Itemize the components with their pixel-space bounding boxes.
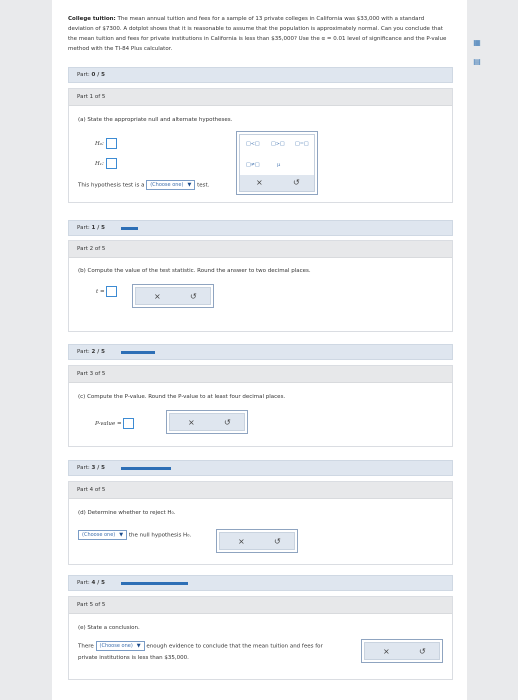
problem-statement [68,14,450,54]
part-value: 1 / 5 [91,225,105,231]
part2-action-box [132,284,214,308]
symbol-lt[interactable]: □<□ [246,141,260,147]
part-header-3 [68,344,453,360]
t-row [96,286,117,297]
select-label: (Choose one) [99,643,133,649]
part-value: 2 / 5 [91,349,105,355]
test-prefix: This hypothesis test is a [78,182,145,189]
symbol-mu[interactable]: μ [277,162,281,168]
p-value-label: P-value = [95,421,122,427]
part-progress-bar [121,351,155,354]
symbol-palette-inner [239,134,315,192]
part-value: 4 / 5 [91,580,105,586]
part-label: Part: [77,580,90,586]
problem-text: The mean annual tuition and fees for a sample of 13 private colleges in California was $33,000 with a standard deviation of $7300. A dotplot shows that it is reasonable to assume that the population is approximately normal. Can you conclude that the mean tuition and fees for private institutions in California is less than $35,000? Use the α = 0.01 level of significance and the P-value method with the TI-84 Plus calculator. [68,16,447,52]
clear-button[interactable]: × [256,178,263,187]
p-value-input[interactable] [123,418,134,429]
data-table-icon[interactable]: ▤ [473,57,481,66]
part-card-5 [68,596,453,680]
card-title: Part 4 of 5 [69,482,452,499]
part4-prompt: (d) Determine whether to reject H₀. [78,510,176,516]
part-header-4 [68,460,453,476]
symbol-eq[interactable]: □=□ [295,141,309,147]
part3-prompt: (c) Compute the P-value. Round the P-value to at least four decimal places. [78,394,286,400]
action-bar [219,532,295,550]
reject-row [78,530,191,540]
part1-prompt: (a) State the appropriate null and alternate hypotheses. [78,117,233,123]
problem-title: College tuition: [68,16,116,22]
clear-button[interactable]: × [188,418,195,427]
part-progress-bar [121,467,171,470]
reject-select[interactable] [78,530,127,540]
t-input[interactable] [106,286,117,297]
h0-label: H₀: [95,141,104,147]
side-toolbar [472,38,486,76]
symbol-palette [236,131,318,195]
select-label: (Choose one) [82,532,116,538]
action-bar [169,413,245,431]
test-suffix: test. [197,182,210,189]
card-title: Part 3 of 5 [69,366,452,383]
conclusion-select[interactable] [96,641,145,651]
part-value: 0 / 5 [91,72,105,78]
select-label: (Choose one) [150,182,184,188]
part-card-2 [68,240,453,332]
test-type-row [78,180,209,190]
part-label: Part: [77,349,90,355]
undo-button[interactable]: ↺ [293,178,300,187]
part-header-2 [68,220,453,236]
action-bar [364,642,440,660]
part-progress-bar [121,227,138,230]
undo-button[interactable]: ↺ [274,537,281,546]
part4-action-box [216,529,298,553]
h1-row [95,158,117,169]
card-title: Part 2 of 5 [69,241,452,258]
part5-prompt: (e) State a conclusion. [78,625,140,631]
clear-button[interactable]: × [383,647,390,656]
palette-actions [240,175,314,191]
conclusion-suffix: enough evidence to conclude that the mean tuition and fees for [146,643,323,650]
undo-button[interactable]: ↺ [190,292,197,301]
conclusion-line2: private institutions is less than $35,000. [78,655,189,661]
part-card-3 [68,365,453,447]
part-header-5 [68,575,453,591]
t-label: t = [96,289,105,295]
test-type-select[interactable] [146,180,195,190]
part-label: Part: [77,225,90,231]
part-progress-bar [121,582,188,585]
p-value-row [95,418,134,429]
part-value: 3 / 5 [91,465,105,471]
conclusion-prefix: There [78,643,94,650]
part-label: Part: [77,465,90,471]
symbol-neq[interactable]: □≠□ [246,162,260,168]
symbol-gt[interactable]: □>□ [271,141,285,147]
part5-action-box [361,639,443,663]
calculator-icon[interactable]: ▦ [473,38,481,47]
action-bar [135,287,211,305]
clear-button[interactable]: × [238,537,245,546]
dropdown-arrow-icon: ▼ [187,182,192,188]
card-title: Part 1 of 5 [69,89,452,106]
card-title: Part 5 of 5 [69,597,452,614]
h1-input[interactable] [106,158,117,169]
dropdown-arrow-icon: ▼ [119,532,124,538]
h0-row [95,138,117,149]
dropdown-arrow-icon: ▼ [136,643,141,649]
undo-button[interactable]: ↺ [224,418,231,427]
conclusion-row [78,641,323,651]
h1-label: H₁: [95,161,104,167]
part2-prompt: (b) Compute the value of the test statistic. Round the answer to two decimal places. [78,268,311,274]
reject-suffix: the null hypothesis H₀. [128,532,192,539]
part-label: Part: [77,72,90,78]
part3-action-box [166,410,248,434]
clear-button[interactable]: × [154,292,161,301]
undo-button[interactable]: ↺ [419,647,426,656]
h0-input[interactable] [106,138,117,149]
part-header-1 [68,67,453,83]
